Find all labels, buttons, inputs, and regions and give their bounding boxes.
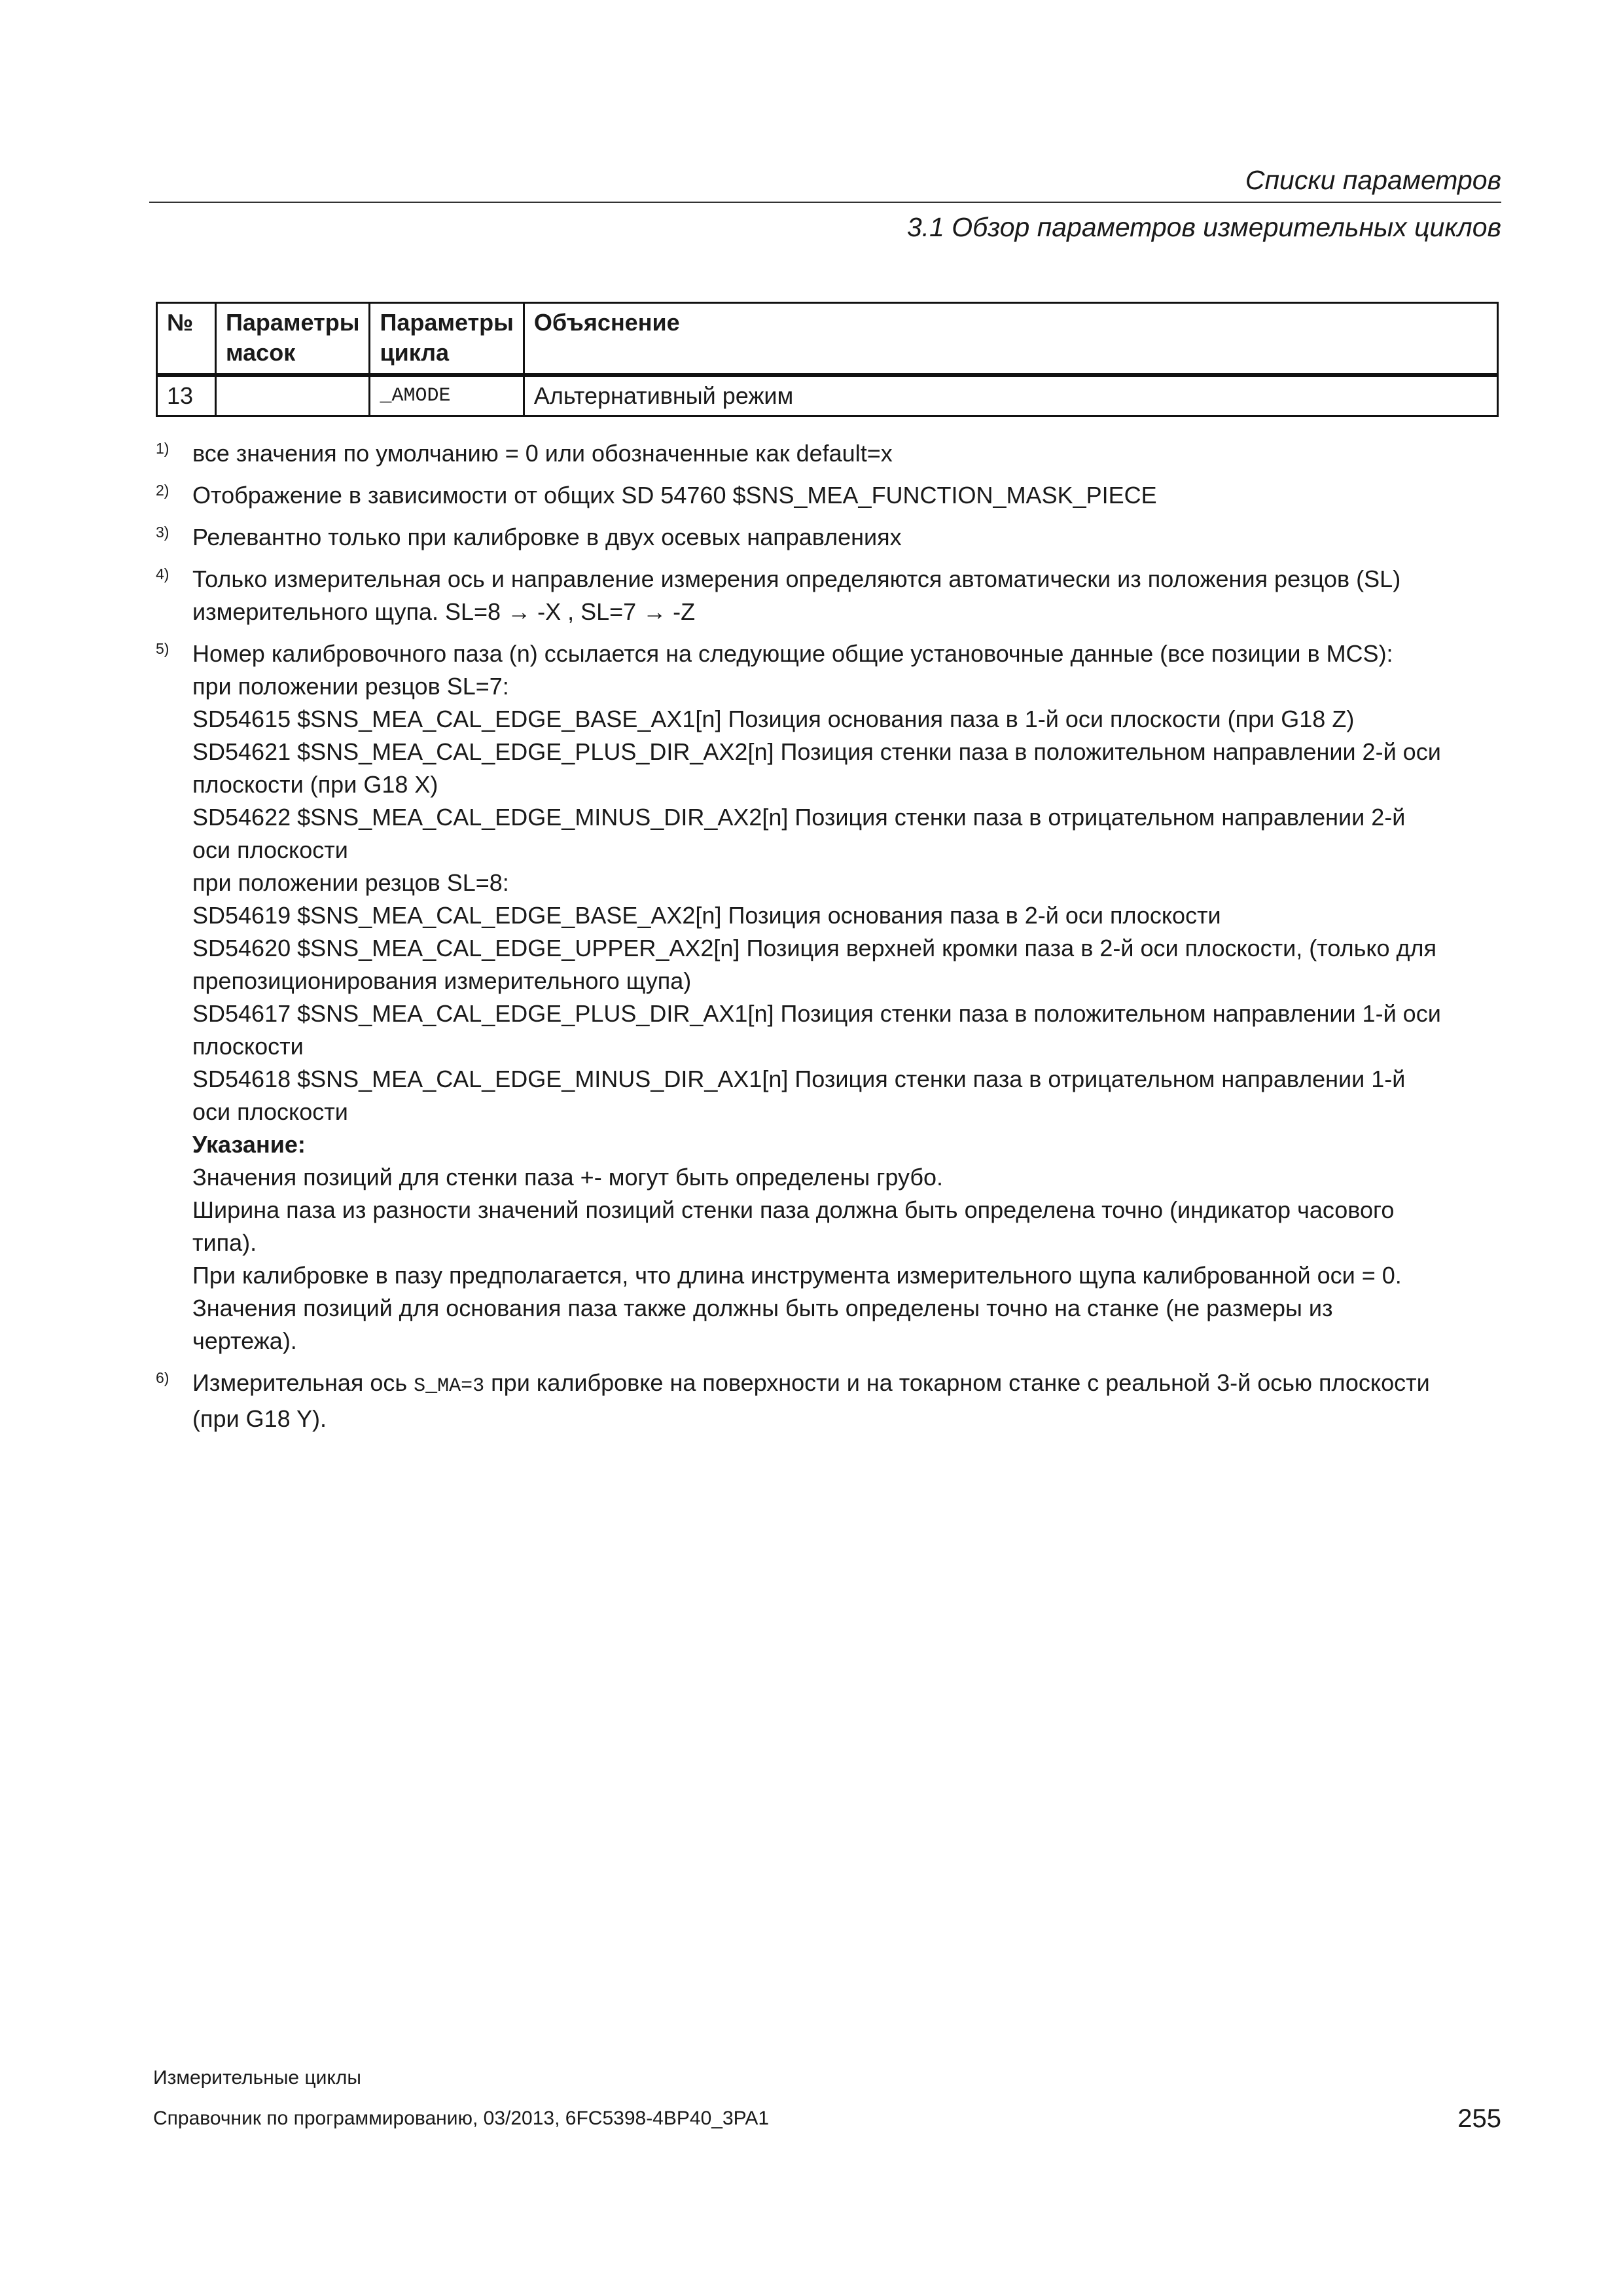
- footnote-line: Номер калибровочного паза (n) ссылается на следующие общие установочные данные (все позиции в MCS):: [192, 640, 1393, 667]
- cell-number: 13: [157, 375, 216, 416]
- footnote-2: [156, 479, 1499, 512]
- footnote-line: оси плоскости: [192, 1098, 348, 1125]
- table-header-row: [157, 303, 1498, 376]
- footnote-5: [156, 637, 1499, 1357]
- footnote-line: Только измерительная ось и направление измерения определяются автоматически из положения резцов (SL): [192, 565, 1401, 592]
- cell-mask-param: [216, 375, 370, 416]
- note-line: Значения позиций для стенки паза +- могут быть определены грубо.: [192, 1164, 944, 1191]
- footnote-line: SD54621 $SNS_MEA_CAL_EDGE_PLUS_DIR_AX2[n] Позиция стенки паза в положительном направлении 2-й оси: [192, 738, 1441, 765]
- note-line: Значения позиций для основания паза также должны быть определены точно на станке (не размеры из: [192, 1295, 1333, 1321]
- footnote-line: SD54618 $SNS_MEA_CAL_EDGE_MINUS_DIR_AX1[n] Позиция стенки паза в отрицательном направлении 1-й: [192, 1066, 1406, 1092]
- table-row: [157, 375, 1498, 416]
- footnote-line: Релевантно только при калибровке в двух осевых направлениях: [192, 524, 902, 550]
- footnote-text: при калибровке на поверхности и на токарном станке с реальной 3-й осью плоскости: [484, 1369, 1430, 1396]
- page-footer: [153, 2065, 1501, 2132]
- column-header-mask-params: Параметры масок: [216, 303, 370, 376]
- footer-title: Измерительные циклы: [153, 2067, 361, 2089]
- footnote-line: SD54619 $SNS_MEA_CAL_EDGE_BASE_AX2[n] Позиция основания паза в 2-й оси плоскости: [192, 902, 1221, 929]
- footnote-mark: 1): [156, 440, 169, 457]
- cell-cycle-param: _AMODE: [370, 375, 524, 416]
- footnotes: [156, 437, 1499, 1444]
- footer-reference: Справочник по программированию, 03/2013, 6FC5398-4BP40_3PA1: [153, 2108, 770, 2129]
- footnote-3: [156, 521, 1499, 554]
- column-header-number: №: [157, 303, 216, 376]
- footnote-line: препозиционирования измерительного щупа): [192, 967, 692, 994]
- footnote-line: SD54622 $SNS_MEA_CAL_EDGE_MINUS_DIR_AX2[n] Позиция стенки паза в отрицательном направлении 2-й: [192, 804, 1406, 831]
- footnote-1: [156, 437, 1499, 470]
- footnote-mark: 6): [156, 1369, 169, 1386]
- cell-explanation: Альтернативный режим: [524, 375, 1497, 416]
- note-label: Указание:: [192, 1131, 306, 1158]
- code-term: S_MA=3: [414, 1375, 485, 1397]
- footnote-mark: 2): [156, 482, 169, 499]
- footnote-line: SD54615 $SNS_MEA_CAL_EDGE_BASE_AX1[n] Позиция основания паза в 1-й оси плоскости (при G18 Z): [192, 706, 1355, 732]
- footnote-line: SD54617 $SNS_MEA_CAL_EDGE_PLUS_DIR_AX1[n] Позиция стенки паза в положительном направлении 1-й оси: [192, 1000, 1441, 1027]
- footnote-line: при положении резцов SL=8:: [192, 869, 509, 896]
- footnote-6: [156, 1367, 1499, 1435]
- footnote-4: [156, 563, 1499, 628]
- page-header: [149, 164, 1501, 243]
- chapter-title: Списки параметров: [149, 164, 1501, 203]
- note-line: чертежа).: [192, 1327, 297, 1354]
- footnote-line: Отображение в зависимости от общих SD 54760 $SNS_MEA_FUNCTION_MASK_PIECE: [192, 482, 1157, 509]
- footnote-line: [192, 1367, 1499, 1403]
- note-line: При калибровке в пазу предполагается, что длина инструмента измерительного щупа калиброванной оси = 0.: [192, 1262, 1402, 1289]
- footnote-line: все значения по умолчанию = 0 или обозначенные как default=x: [192, 440, 893, 467]
- footnote-line: измерительного щупа. SL=8 → -X , SL=7 → -Z: [192, 598, 696, 625]
- footnote-line: (при G18 Y).: [192, 1405, 327, 1432]
- footnote-mark: 3): [156, 524, 169, 541]
- note-line: Ширина паза из разности значений позиций стенки паза должна быть определена точно (индикатор часового: [192, 1196, 1395, 1223]
- parameters-table: [156, 302, 1499, 417]
- footnote-line: плоскости (при G18 X): [192, 771, 438, 798]
- footnote-line: оси плоскости: [192, 836, 348, 863]
- note-line: типа).: [192, 1229, 257, 1256]
- column-header-explanation: Объяснение: [524, 303, 1497, 376]
- footnote-line: при положении резцов SL=7:: [192, 673, 509, 700]
- footnote-mark: 4): [156, 565, 169, 583]
- footer-row: [153, 2106, 1501, 2132]
- footnote-text: Измерительная ось: [192, 1369, 414, 1396]
- page-number: 255: [1457, 2104, 1501, 2133]
- footnote-mark: 5): [156, 640, 169, 657]
- column-header-cycle-params: Параметры цикла: [370, 303, 524, 376]
- footnote-line: SD54620 $SNS_MEA_CAL_EDGE_UPPER_AX2[n] Позиция верхней кромки паза в 2-й оси плоскости, (только для: [192, 935, 1437, 961]
- footnote-line: плоскости: [192, 1033, 304, 1060]
- section-title: 3.1 Обзор параметров измерительных циклов: [906, 212, 1501, 242]
